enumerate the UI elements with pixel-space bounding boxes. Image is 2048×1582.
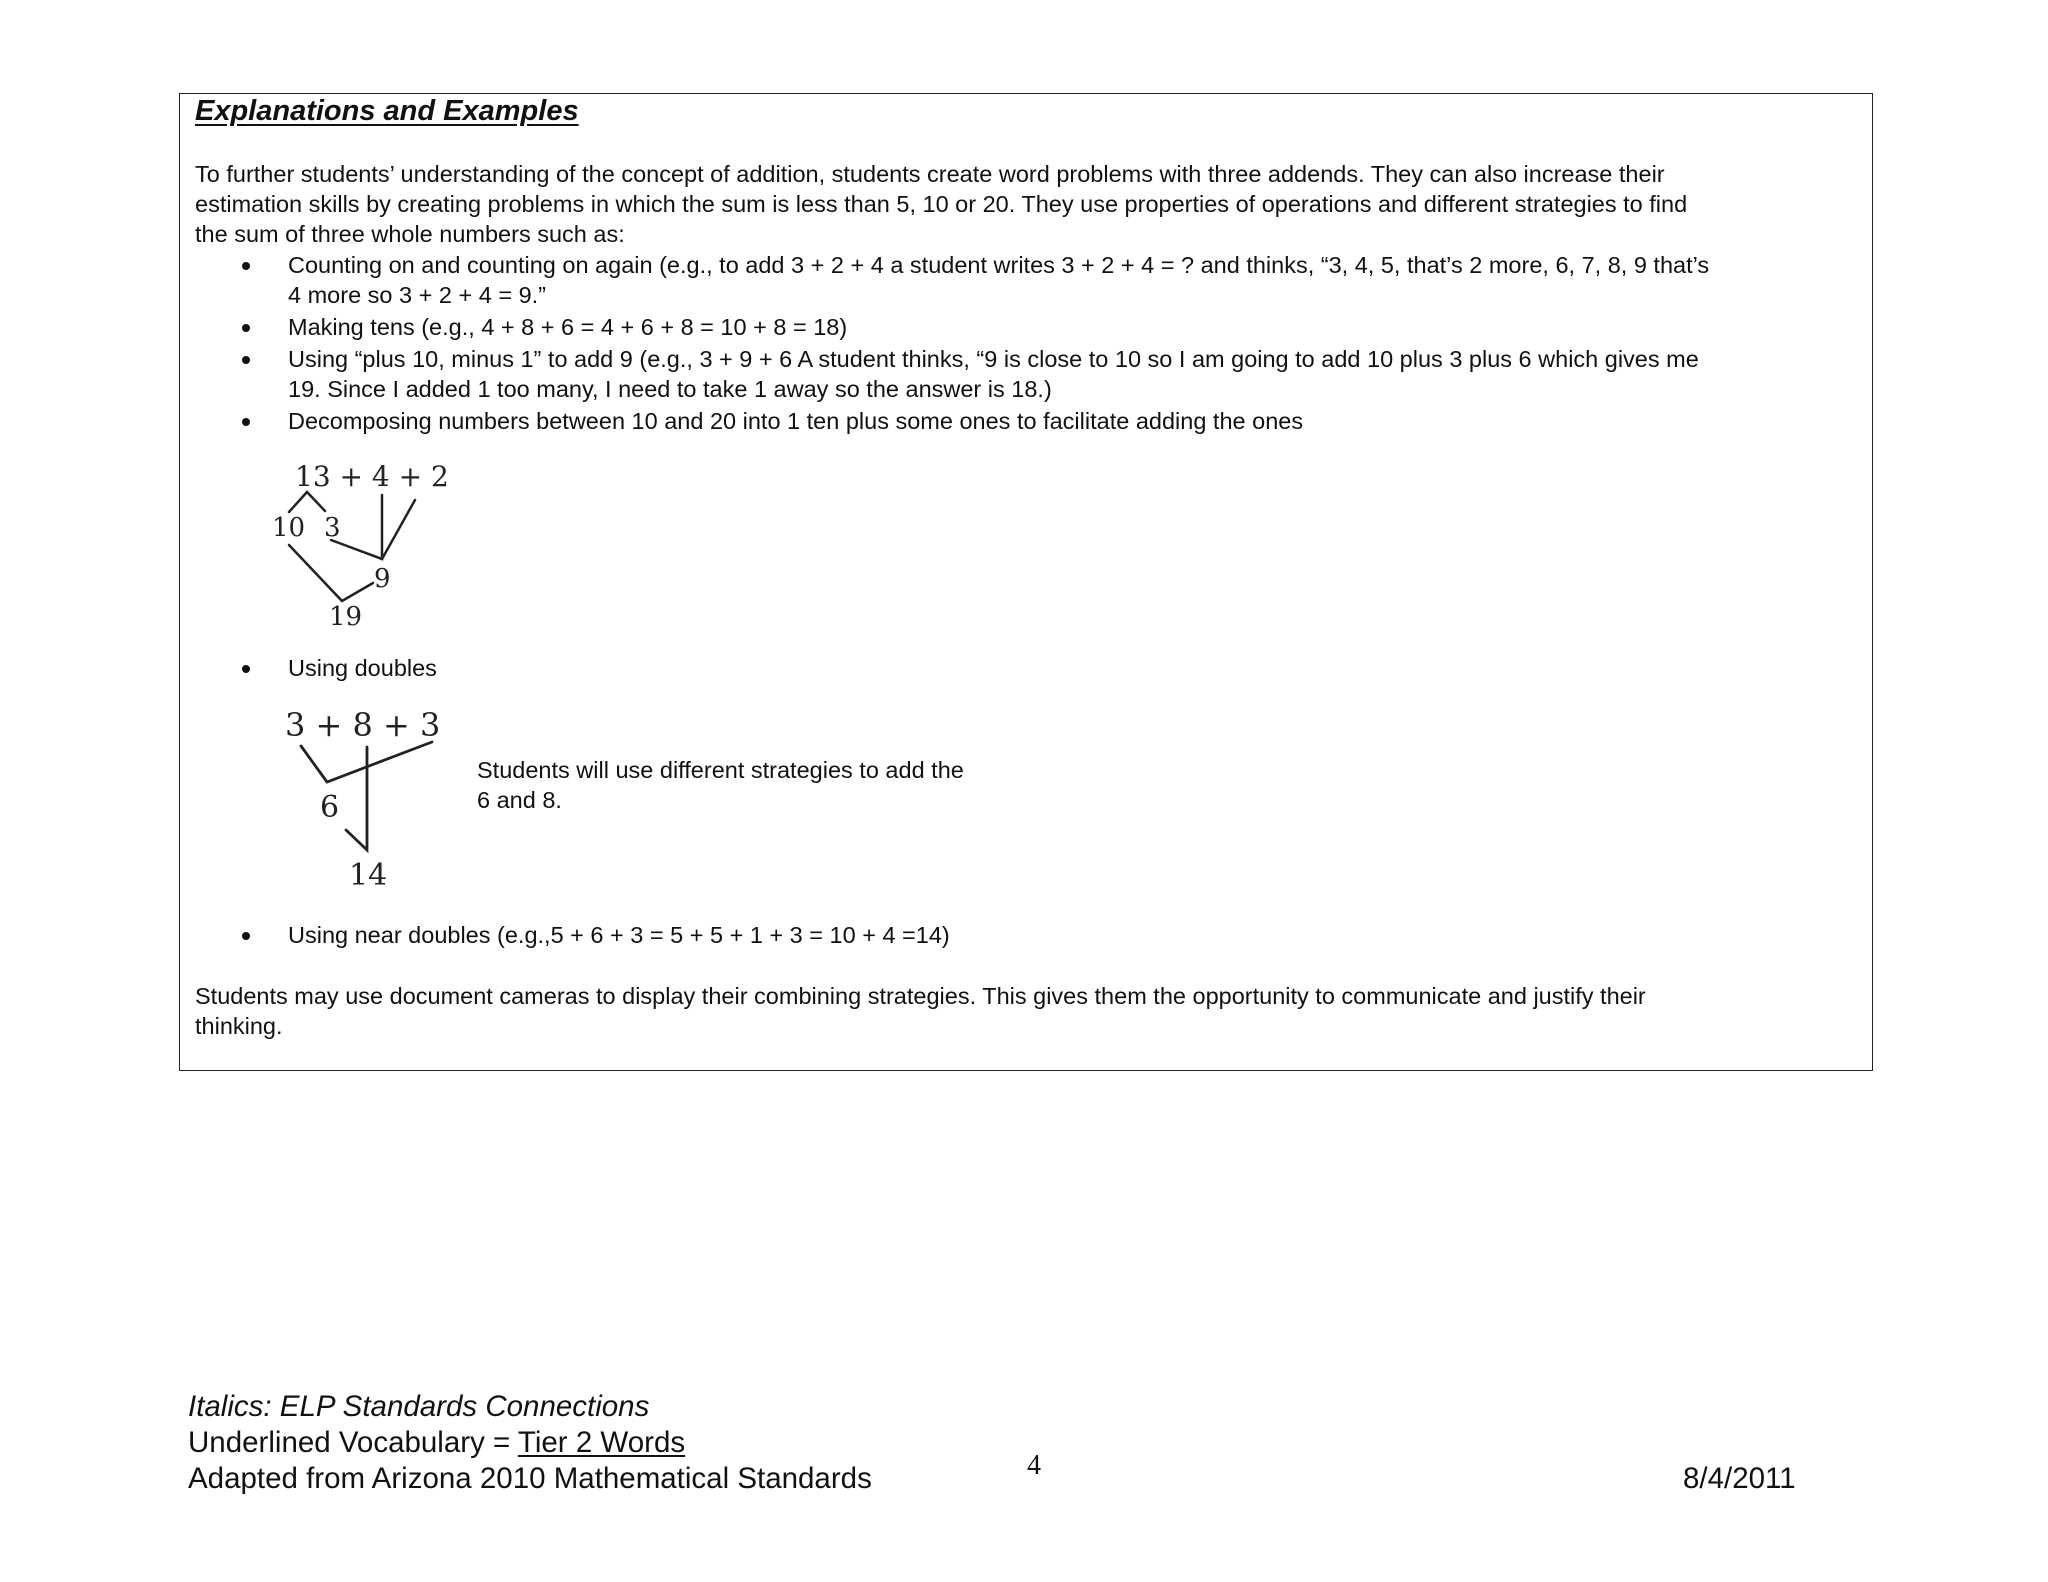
doubles-sum: 14 (349, 858, 388, 893)
intro-line: To further students’ understanding of the concept of addition, students create word problems with three addends. They can also increase their (195, 161, 1665, 187)
footer-date: 8/4/2011 (1683, 1462, 1796, 1495)
page-number: 4 (1027, 1450, 1041, 1481)
bullet-text: Using doubles (288, 655, 437, 681)
bullet-text: Counting on and counting on again (e.g., to add 3 + 2 + 4 a student writes 3 + 2 + 4 = ? and thinks, “3, 4, 5, that’s 2 more, 6, 7, 8, 9 that’s (288, 252, 1710, 278)
decompose-sum: 19 (329, 602, 363, 632)
decompose-partial: 9 (374, 564, 391, 594)
decompose-ones: 3 (324, 513, 341, 543)
bullet-dot (242, 262, 250, 270)
bullet-text: 4 more so 3 + 2 + 4 = 9.” (288, 282, 546, 308)
bullet-dot (242, 356, 250, 364)
decompose-diagram (265, 455, 465, 635)
closing-line: thinking. (195, 1013, 283, 1039)
footer-italics-legend: Italics: ELP Standards Connections (188, 1390, 650, 1423)
footer-source: Adapted from Arizona 2010 Mathematical Standards (188, 1462, 872, 1495)
closing-line: Students may use document cameras to display their combining strategies. This gives them the opportunity to communicate and justify their (195, 983, 1646, 1009)
bullet-text: Using near doubles (e.g.,5 + 6 + 3 = 5 + 5 + 1 + 3 = 10 + 4 =14) (288, 922, 950, 948)
footer-underline-legend (188, 1425, 685, 1461)
bullet-text: Making tens (e.g., 4 + 8 + 6 = 4 + 6 + 8 = 10 + 8 = 18) (288, 314, 848, 340)
bullet-dot (242, 324, 250, 332)
intro-line: estimation skills by creating problems in which the sum is less than 5, 10 or 20. They use properties of operations and different strategies to find (195, 191, 1688, 217)
footer-underline-prefix: Underlined Vocabulary = (188, 1426, 518, 1459)
bullet-text: 19. Since I added 1 too many, I need to take 1 away so the answer is 18.) (288, 376, 1052, 402)
section-heading: Explanations and Examples (195, 95, 579, 127)
decompose-expression: 13 + 4 + 2 (295, 460, 449, 493)
doubles-expression: 3 + 8 + 3 (285, 706, 441, 744)
bullet-dot (242, 932, 250, 940)
bullet-dot (242, 665, 250, 673)
bullet-dot (242, 418, 250, 426)
doubles-note: Students will use different strategies to add the (477, 757, 964, 783)
doubles-partial: 6 (320, 790, 340, 825)
doubles-diagram (275, 700, 475, 895)
bullet-text: Decomposing numbers between 10 and 20 into 1 ten plus some ones to facilitate adding the ones (288, 408, 1304, 434)
intro-line: the sum of three whole numbers such as: (195, 221, 625, 247)
footer-underline-term: Tier 2 Words (517, 1426, 686, 1459)
decompose-lines (289, 492, 415, 601)
bullet-text: Using “plus 10, minus 1” to add 9 (e.g., 3 + 9 + 6 A student thinks, “9 is close to 10 so I am going to add 10 plus 3 plus 6 which gives me (288, 346, 1699, 372)
doubles-note: 6 and 8. (477, 787, 562, 813)
decompose-ten: 10 (272, 513, 306, 543)
